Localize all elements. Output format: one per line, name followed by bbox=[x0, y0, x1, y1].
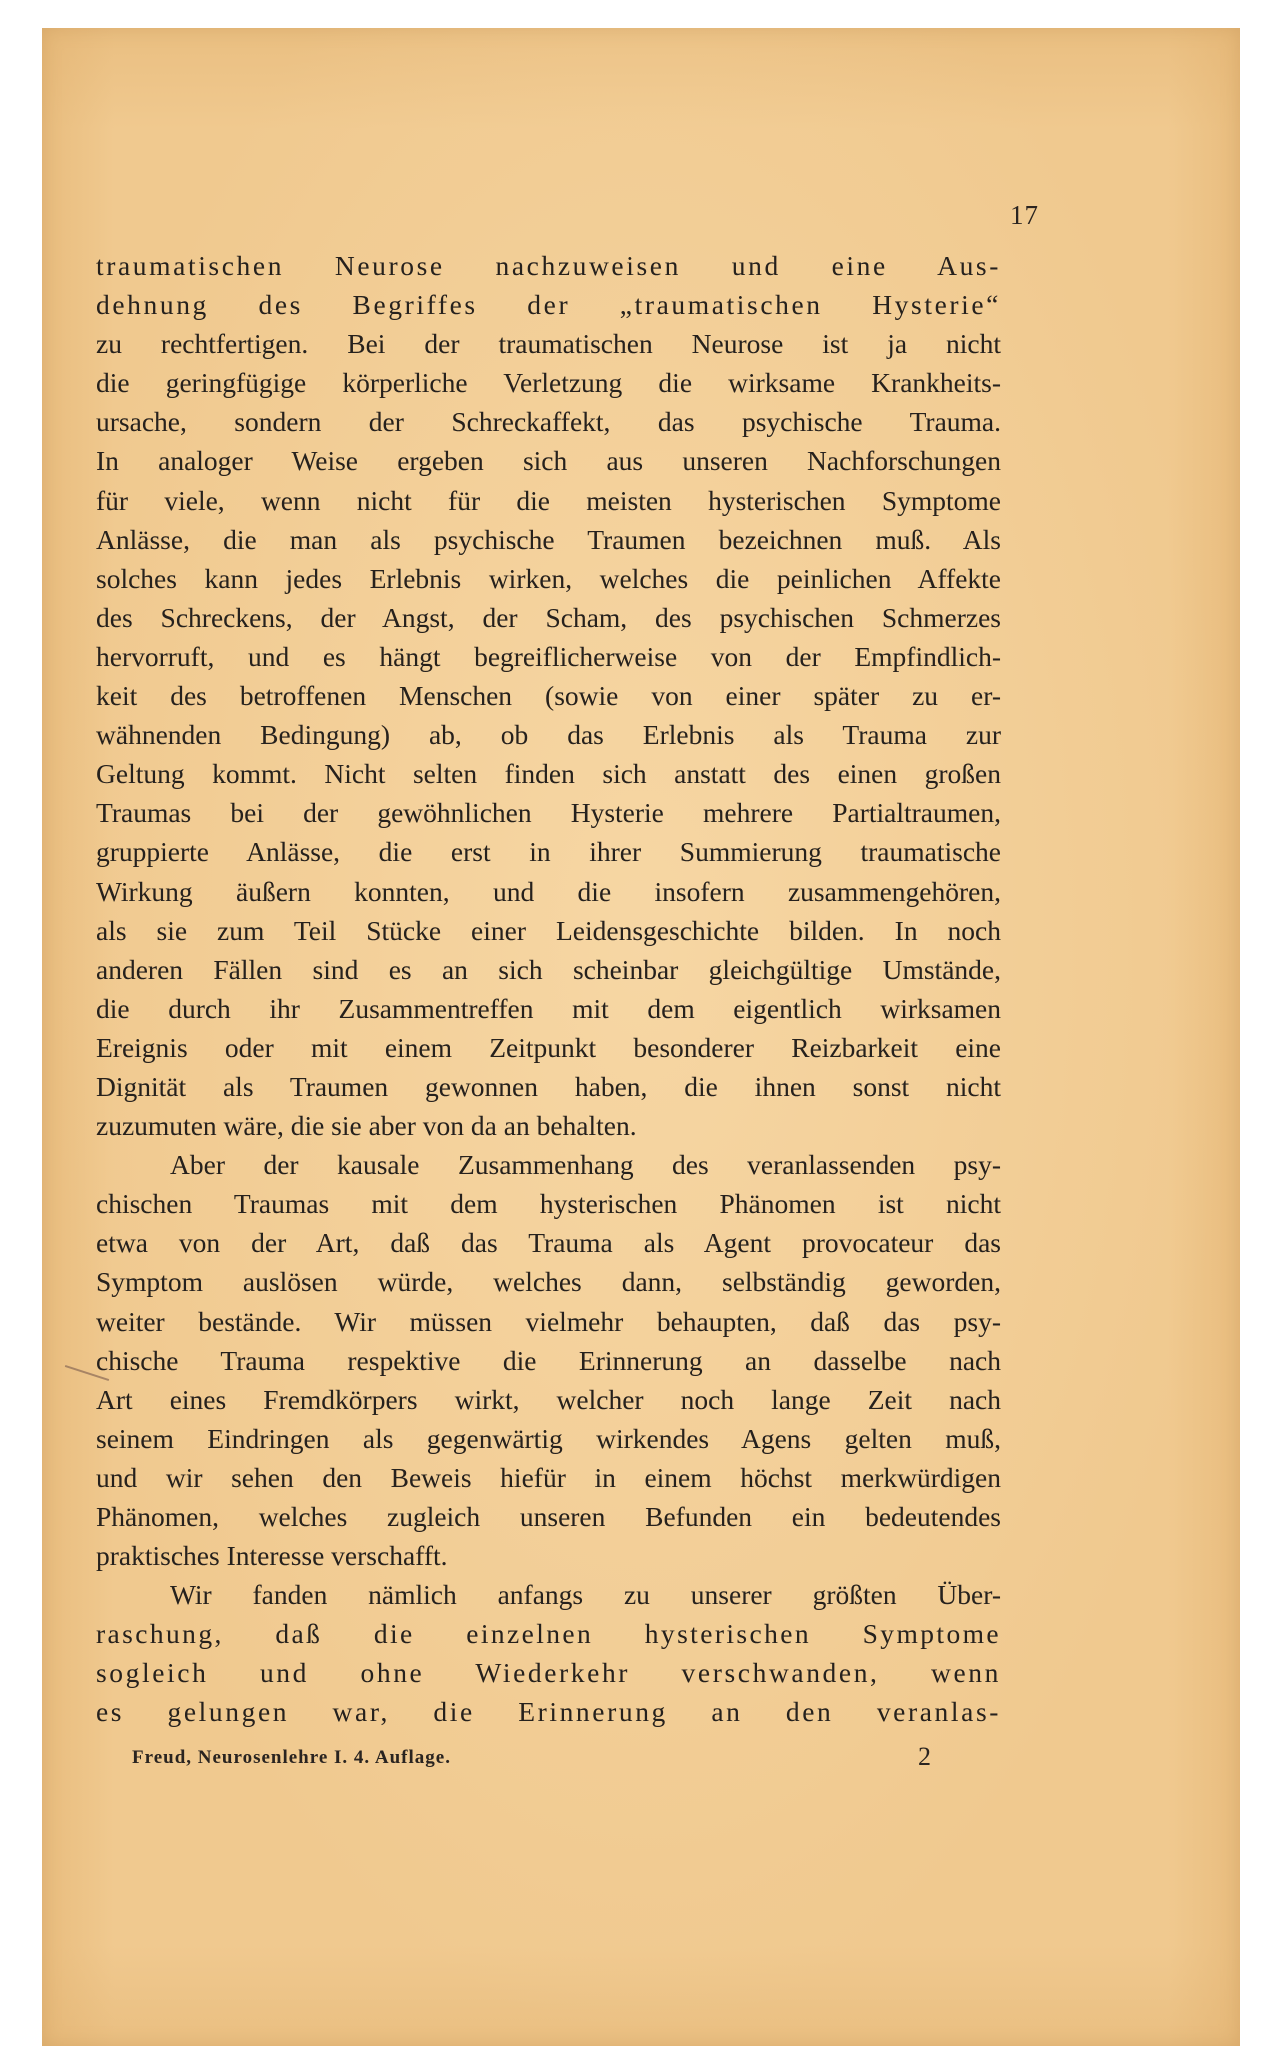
text-line: Traumas bei der gewöhnlichen Hysterie mehrere Partialtraumen, bbox=[96, 797, 1001, 829]
text-line: als sie zum Teil Stücke einer Leidensgeschichte bilden. In noch bbox=[96, 914, 1001, 946]
text-line: Geltung kommt. Nicht selten finden sich anstatt des einen großen bbox=[96, 758, 1001, 790]
text-line: chischen Traumas mit dem hysterischen Phänomen ist nicht bbox=[96, 1188, 1001, 1220]
text-line: keit des betroffenen Menschen (sowie von einer später zu er- bbox=[96, 680, 1001, 712]
text-line: wähnenden Bedingung) ab, ob das Erlebnis als Trauma zur bbox=[96, 719, 1001, 751]
page-number: 17 bbox=[1010, 200, 1039, 230]
text-line: In analoger Weise ergeben sich aus unseren Nachforschungen bbox=[96, 445, 1001, 477]
text-line: seinem Eindringen als gegenwärtig wirkendes Agens gelten muß, bbox=[96, 1422, 1001, 1454]
text-line: Art eines Fremdkörpers wirkt, welcher noch lange Zeit nach bbox=[96, 1383, 1001, 1415]
text-line: und wir sehen den Beweis hiefür in einem höchst merkwürdigen bbox=[96, 1461, 1001, 1493]
text-line: dehnung des Begriffes der „traumatischen Hysterie“ bbox=[96, 289, 1001, 321]
text-line: Dignität als Traumen gewonnen haben, die ihnen sonst nicht bbox=[96, 1070, 1001, 1102]
text-line: solches kann jedes Erlebnis wirken, welches die peinlichen Affekte bbox=[96, 562, 1001, 594]
text-line: für viele, wenn nicht für die meisten hysterischen Symptome bbox=[96, 484, 1001, 516]
text-line: Symptom auslösen würde, welches dann, selbständig geworden, bbox=[96, 1266, 1001, 1298]
text-line: die geringfügige körperliche Verletzung die wirksame Krankheits- bbox=[96, 367, 1001, 399]
text-line: chische Trauma respektive die Erinnerung an dasselbe nach bbox=[96, 1344, 1001, 1376]
text-line: ursache, sondern der Schreckaffekt, das psychische Trauma. bbox=[96, 406, 1001, 438]
text-line: zuzumuten wäre, die sie aber von da an behalten. bbox=[96, 1110, 637, 1142]
text-line: es gelungen war, die Erinnerung an den veranlas- bbox=[96, 1696, 1001, 1728]
text-line: etwa von der Art, daß das Trauma als Agent provocateur das bbox=[96, 1227, 1001, 1259]
signature-mark: 2 bbox=[918, 1742, 931, 1771]
footer-citation: Freud, Neurosenlehre I. 4. Auflage. bbox=[132, 1747, 451, 1768]
text-line: die durch ihr Zusammentreffen mit dem eigentlich wirksamen bbox=[96, 992, 1001, 1024]
text-line: weiter bestände. Wir müssen vielmehr behaupten, daß das psy- bbox=[96, 1305, 1001, 1337]
text-line: Ereignis oder mit einem Zeitpunkt besonderer Reizbarkeit eine bbox=[96, 1031, 1001, 1063]
text-line: gruppierte Anlässe, die erst in ihrer Summierung traumatische bbox=[96, 836, 1001, 868]
text-line: hervorruft, und es hängt begreiflicherweise von der Empfindlich- bbox=[96, 640, 1001, 672]
text-line: traumatischen Neurose nachzuweisen und eine Aus- bbox=[96, 250, 1001, 281]
text-line: Anlässe, die man als psychische Traumen bezeichnen muß. Als bbox=[96, 523, 1001, 555]
text-line: zu rechtfertigen. Bei der traumatischen Neurose ist ja nicht bbox=[96, 328, 1001, 360]
text-line: Aber der kausale Zusammenhang des veranlassenden psy- bbox=[170, 1149, 1001, 1181]
text-line: des Schreckens, der Angst, der Scham, des psychischen Schmerzes bbox=[96, 601, 1001, 633]
text-line: Wir fanden nämlich anfangs zu unserer größten Über- bbox=[170, 1579, 1001, 1611]
text-line: praktisches Interesse verschafft. bbox=[96, 1540, 448, 1572]
text-line: raschung, daß die einzelnen hysterischen Symptome bbox=[96, 1618, 1001, 1650]
text-line: sogleich und ohne Wiederkehr verschwanden, wenn bbox=[96, 1657, 1001, 1689]
text-line: Phänomen, welches zugleich unseren Befunden ein bedeutendes bbox=[96, 1501, 1001, 1532]
body-text bbox=[96, 246, 1001, 1732]
text-line: anderen Fällen sind es an sich scheinbar gleichgültige Umstände, bbox=[96, 953, 1001, 985]
text-line: Wirkung äußern konnten, und die insofern zusammengehören, bbox=[96, 875, 1001, 907]
